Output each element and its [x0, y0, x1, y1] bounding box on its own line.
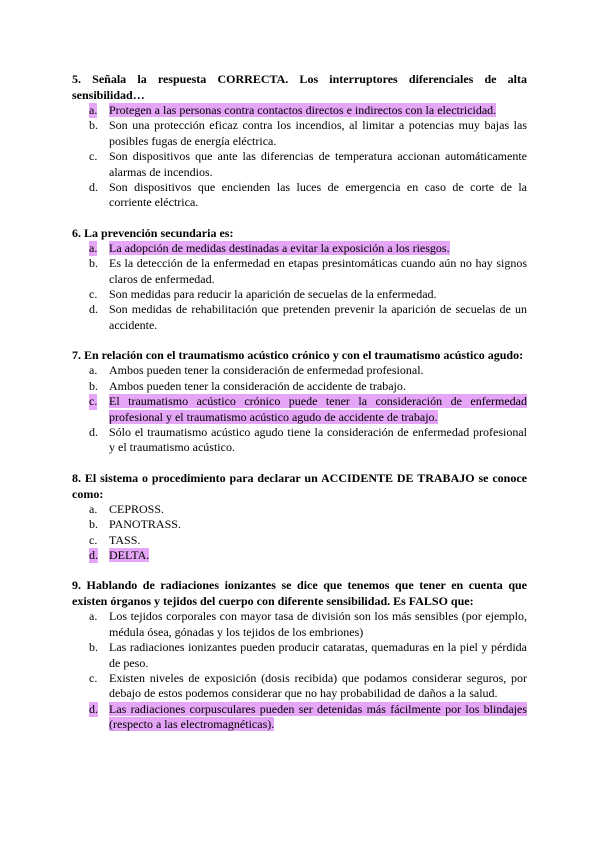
question-title: 5. Señala la respuesta CORRECTA. Los interruptores diferenciales de alta sensibilidad…	[72, 72, 527, 102]
option-letter: c.	[89, 670, 98, 685]
option-text: Existen niveles de exposición (dosis recibida) que podamos considerar seguros, por debajo de estos podemos considerar que no hay probabilidad de daños a la salud.	[109, 670, 527, 701]
option-b	[72, 256, 527, 287]
option-letter: c.	[89, 532, 98, 547]
option-c	[72, 394, 527, 425]
question-9	[72, 577, 527, 732]
option-list	[72, 103, 527, 211]
question-title: 6. La prevención secundaria es:	[72, 225, 234, 240]
option-b	[72, 118, 527, 149]
option-text: TASS.	[109, 532, 141, 547]
option-c	[72, 671, 527, 702]
option-text: Son medidas de rehabilitación que pretenden prevenir la aparición de secuelas de un accidente.	[109, 302, 527, 332]
option-letter: b.	[89, 640, 98, 655]
option-d	[72, 302, 527, 333]
option-text: PANOTRASS.	[109, 517, 181, 532]
option-text: Ambos pueden tener la consideración de enfermedad profesional.	[109, 363, 424, 378]
option-a	[72, 103, 527, 118]
option-letter: b.	[89, 256, 98, 271]
option-letter: c.	[89, 149, 98, 164]
option-letter: b.	[89, 517, 98, 532]
option-list	[72, 502, 527, 564]
option-text-correct: El traumatismo acústico crónico puede tener la consideración de enfermedad profesional y el traumatismo acústico agudo de accidente de trabajo.	[109, 394, 527, 424]
option-letter: d.	[89, 547, 98, 562]
option-text: Son una protección eficaz contra los incendios, al limitar a potencias muy bajas las posibles fugas de energía eléctrica.	[109, 118, 527, 148]
option-list	[72, 363, 527, 455]
option-text-correct: DELTA.	[109, 547, 150, 562]
option-b	[72, 640, 527, 671]
option-letter: a.	[89, 363, 98, 378]
option-text: Las radiaciones ionizantes pueden producir cataratas, quemaduras en la piel y pérdida de peso.	[109, 640, 527, 670]
question-title: 7. En relación con el traumatismo acústico crónico y con el traumatismo acústico agudo:	[72, 348, 524, 363]
question-title: 9. Hablando de radiaciones ionizantes se dice que tenemos que tener en cuenta que existen órganos y tejidos del cuerpo con diferente sensibilidad. Es FALSO que:	[72, 578, 527, 609]
option-text: Es la detección de la enfermedad en etapas presintomáticas cuando aún no hay signos claros de enfermedad.	[109, 256, 527, 286]
option-d	[72, 702, 527, 733]
option-list	[72, 241, 527, 333]
option-a	[72, 363, 527, 378]
option-a	[72, 241, 527, 256]
option-letter: a.	[89, 103, 98, 117]
option-letter: a.	[89, 240, 98, 255]
option-a	[72, 502, 527, 517]
option-text: Son dispositivos que ante las diferencias de temperatura accionan automáticamente alarmas de incendios.	[109, 149, 527, 179]
question-title: 8. El sistema o procedimiento para declarar un ACCIDENTE DE TRABAJO se conoce como:	[72, 470, 527, 501]
question-8	[72, 470, 527, 564]
option-c	[72, 533, 527, 548]
option-letter: c.	[89, 394, 98, 409]
option-text: Sólo el traumatismo acústico agudo tiene la consideración de enfermedad profesional y el traumatismo acústico.	[109, 424, 527, 455]
option-letter: d.	[89, 302, 98, 317]
option-d	[72, 425, 527, 456]
option-letter: a.	[89, 609, 98, 624]
option-text-correct: La adopción de medidas destinadas a evitar la exposición a los riesgos.	[109, 240, 450, 255]
option-list	[72, 609, 527, 732]
option-text: Son medidas para reducir la aparición de secuelas de la enfermedad.	[109, 287, 437, 302]
option-a	[72, 609, 527, 640]
option-text-correct: Las radiaciones corpusculares pueden ser detenidas más fácilmente por los blindajes (respecto a las electromagnéticas).	[109, 701, 527, 732]
option-letter: d.	[89, 180, 98, 195]
question-5	[72, 71, 527, 211]
question-6	[72, 225, 527, 333]
option-text: CEPROSS.	[109, 501, 165, 516]
question-7	[72, 347, 527, 455]
option-c	[72, 287, 527, 302]
document-page	[72, 71, 527, 747]
option-d	[72, 180, 527, 211]
option-c	[72, 149, 527, 180]
option-letter: a.	[89, 501, 98, 516]
option-b	[72, 517, 527, 532]
option-letter: d.	[89, 424, 98, 439]
option-letter: b.	[89, 378, 98, 393]
option-b	[72, 379, 527, 394]
option-text: Son dispositivos que encienden las luces de emergencia en caso de corte de la corriente eléctrica.	[109, 180, 527, 210]
option-letter: b.	[89, 118, 98, 133]
option-text-correct: Protegen a las personas contra contactos directos e indirectos con la electricidad.	[109, 103, 497, 117]
option-letter: d.	[89, 701, 98, 716]
option-letter: c.	[89, 287, 98, 302]
option-text: Los tejidos corporales con mayor tasa de división son los más sensibles (por ejemplo, médula ósea, gónadas y los tejidos de los embriones)	[109, 609, 527, 639]
option-text: Ambos pueden tener la consideración de accidente de trabajo.	[109, 378, 406, 393]
option-d	[72, 548, 527, 563]
